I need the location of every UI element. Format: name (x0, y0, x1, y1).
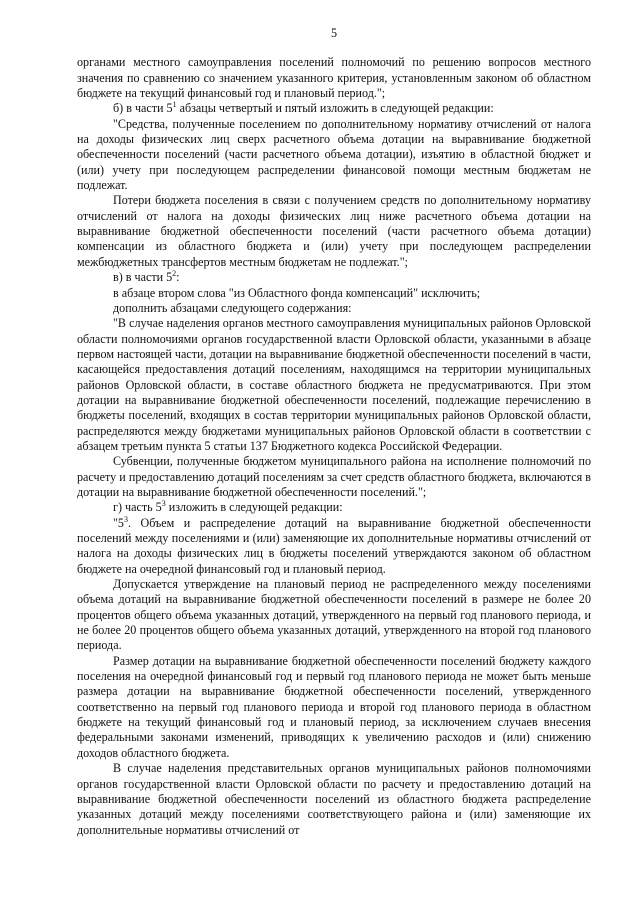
text-run: В случае наделения представительных органов муниципальных районов полномочиями органов государственной власти Орловской области по расчету и предоставлению дотаций на выравнивание бюджетной обеспеченности поселений из областного бюджета распределение указанных дотаций между поселениями соответствующего района и (или) заменяющие их дополнительные нормативы отчислений от (77, 761, 591, 837)
text-run: "5 (113, 515, 124, 530)
text-run: "В случае наделения органов местного самоуправления муниципальных районов Орловской области полномочиями органов государственной власти Орловской области, указанными в абзаце первом настоящей части, дотации на выравнивание бюджетной обеспеченности поселений в части, касающейся предоставления дотаций поселениям, находящимся на территории муниципальных районов Орловской области, в составе областного бюджета не предусматриваются. При этом дотации на выравнивание бюджетной обеспеченности поселений, подлежащие перечислению в бюджеты поселений, входящих в состав территории муниципальных районов Орловской области, распределяются между бюджетами муниципальных районов Орловской области в соответствии с абзацем третьим пункта 5 статьи 137 Бюджетного кодекса Российской Федерации. (77, 316, 591, 453)
text-run: в абзаце втором слова "из Областного фонда компенсаций" исключить; (113, 285, 481, 300)
document-body (77, 55, 591, 838)
text-run: г) часть 5 (113, 500, 162, 515)
paragraph (77, 454, 591, 500)
superscript: 2 (172, 269, 177, 279)
text-run: . Объем и распределение дотаций на выравнивание бюджетной обеспеченности поселений между поселениями и (или) заменяющие их дополнительные нормативы отчислений от налога на доходы физических лиц в бюджеты поселений утверждаются законом об областном бюджете на очередной финансовый год и плановый период. (77, 515, 591, 576)
paragraph (77, 577, 591, 654)
paragraph (77, 101, 591, 116)
text-run: изложить в следующей редакции: (165, 500, 343, 515)
paragraph (77, 301, 591, 316)
paragraph (77, 316, 591, 454)
paragraph (77, 286, 591, 301)
paragraph (77, 55, 591, 101)
text-run: Субвенции, полученные бюджетом муниципального района на исполнение полномочий по расчету и предоставлению дотаций поселениям за счет средств областного бюджета, включаются в дотации на выравнивание бюджетной обеспеченности поселений."; (77, 454, 591, 499)
text-run: б) в части 5 (113, 101, 173, 116)
text-run: в) в части 5 (113, 270, 173, 285)
superscript: 1 (172, 100, 177, 110)
paragraph (77, 270, 591, 285)
text-run: Потери бюджета поселения в связи с получением средств по дополнительному нормативу отчислений от налога на доходы физических лиц ниже расчетного объема дотации на выравнивание бюджетной обеспеченности поселений (части расчетного объема дотации) компенсации из областного бюджета и (или) учету при последующем распределении межбюджетных трансфертов местным бюджетам не подлежат."; (77, 193, 591, 269)
paragraph (77, 761, 591, 838)
text-run: "Средства, полученные поселением по дополнительному нормативу отчислений от налога на доходы физических лиц сверх расчетного объема дотации на выравнивание бюджетной обеспеченности поселений (части расчетного объема дотации), изъятию в областной бюджет и (или) учету при последующем распределении финансовой помощи местным бюджетам не подлежат. (77, 116, 591, 193)
text-run: : (176, 270, 180, 285)
paragraph (77, 654, 591, 761)
text-run: Допускается утверждение на плановый период не распределенного между поселениями объема дотаций на выравнивание бюджетной обеспеченности поселений в размере не более 20 процентов общего объема указанных дотаций, утвержденного на первый год планового периода, и не более 20 процентов общего объема указанных дотаций, утвержденного на второй год планового периода. (77, 577, 591, 653)
superscript: 3 (123, 514, 128, 524)
page-number: 5 (330, 26, 338, 40)
text-run: органами местного самоуправления поселений полномочий по решению вопросов местного значения по сравнению со значением указанного критерия, установленным законом об областном бюджете на текущий финансовый год и плановый период."; (77, 55, 591, 101)
text-run: Размер дотации на выравнивание бюджетной обеспеченности поселений бюджету каждого поселения на очередной финансовый год и первый год планового периода не может быть меньше размера дотации на выравнивание бюджетной обеспеченности поселений, утвержденного соответственно на первый год планового периода и второй год планового периода в областном бюджете на текущий финансовый год и плановый период, за исключением случаев внесения федеральными законами изменений, приводящих к увеличению расходов и (или) снижению доходов областного бюджета. (77, 653, 591, 760)
text-run: абзацы четвертый и пятый изложить в следующей редакции: (176, 101, 494, 116)
paragraph (77, 193, 591, 270)
paragraph (77, 516, 591, 577)
superscript: 3 (161, 499, 166, 509)
paragraph (77, 117, 591, 194)
text-run: дополнить абзацами следующего содержания: (113, 300, 352, 315)
document-page (77, 26, 591, 838)
paragraph (77, 500, 591, 515)
